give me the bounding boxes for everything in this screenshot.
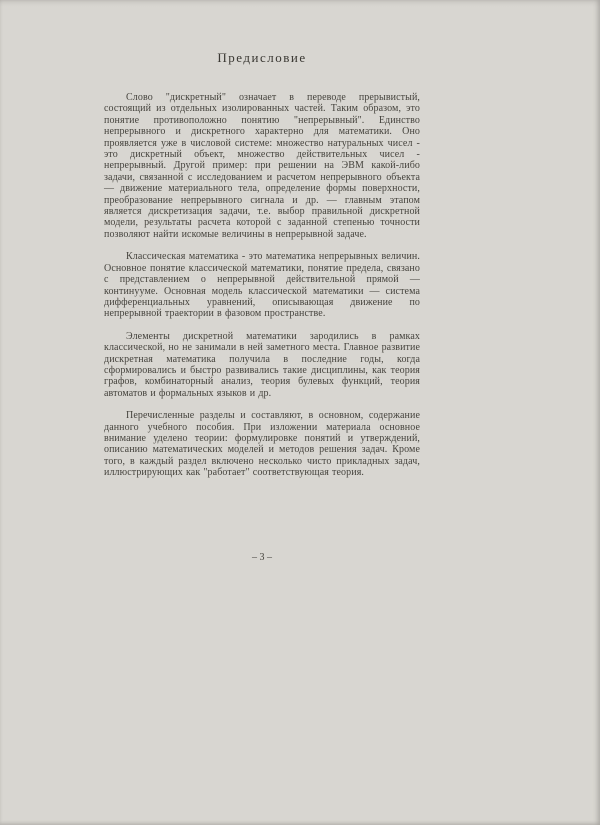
paragraph: Перечисленные разделы и составляют, в основном, содержание данного учебного пособия. При изложении материала основное внимание уделено теории: формулировке понятий и утверждений, описанию математических моделей и методов решения задач. Кроме того, в каждый раздел включено несколько чисто прикладных задач, иллюстрирующих как "работает" соответствующая теория. xyxy=(104,410,420,479)
paragraph: Элементы дискретной математики зародились в рамках классической, но не занимали в ней заметного места. Главное развитие дискретная математика получила в последние годы, когда сформировались и быстро развивались такие дисциплины, как теория графов, комбинаторный анализ, теория булевых функций, теория автоматов и формальных языков и др. xyxy=(104,330,420,399)
paragraph: Слово "дискретный" означает в переводе прерывистый, состоящий из отдельных изолированных частей. Таким образом, это понятие противоположно понятию "непрерывный". Единство непрерывного и дискретного характерно для математики. Оно проявляется уже в числовой системе: множество натуральных чисел - это дискретный объект, множество действительных чисел - непрерывный. Другой пример: при решении на ЭВМ какой-либо задачи, связанной с исследованием и расчетом непрерывного объекта — движение материального тела, определение формы поверхности, преобразование непрерывного сигнала и др. — главным этапом является дискретизация задачи, т.е. выбор правильной дискретной модели, результаты расчета которой с заданной степенью точности позволяют найти искомые величины в непрерывной задаче. xyxy=(104,92,420,240)
text-block xyxy=(104,50,420,490)
page-number: – 3 – xyxy=(252,552,272,563)
page-title: Предисловие xyxy=(217,50,307,65)
paragraph: Классическая математика - это математика непрерывных величин. Основное понятие классической математики, понятие предела, связано с представлением о непрерывной действительной прямой — континууме. Основная модель классической математики — система дифференциальных уравнений, описывающая движение по непрерывной траектории в фазовом пространстве. xyxy=(104,251,420,320)
